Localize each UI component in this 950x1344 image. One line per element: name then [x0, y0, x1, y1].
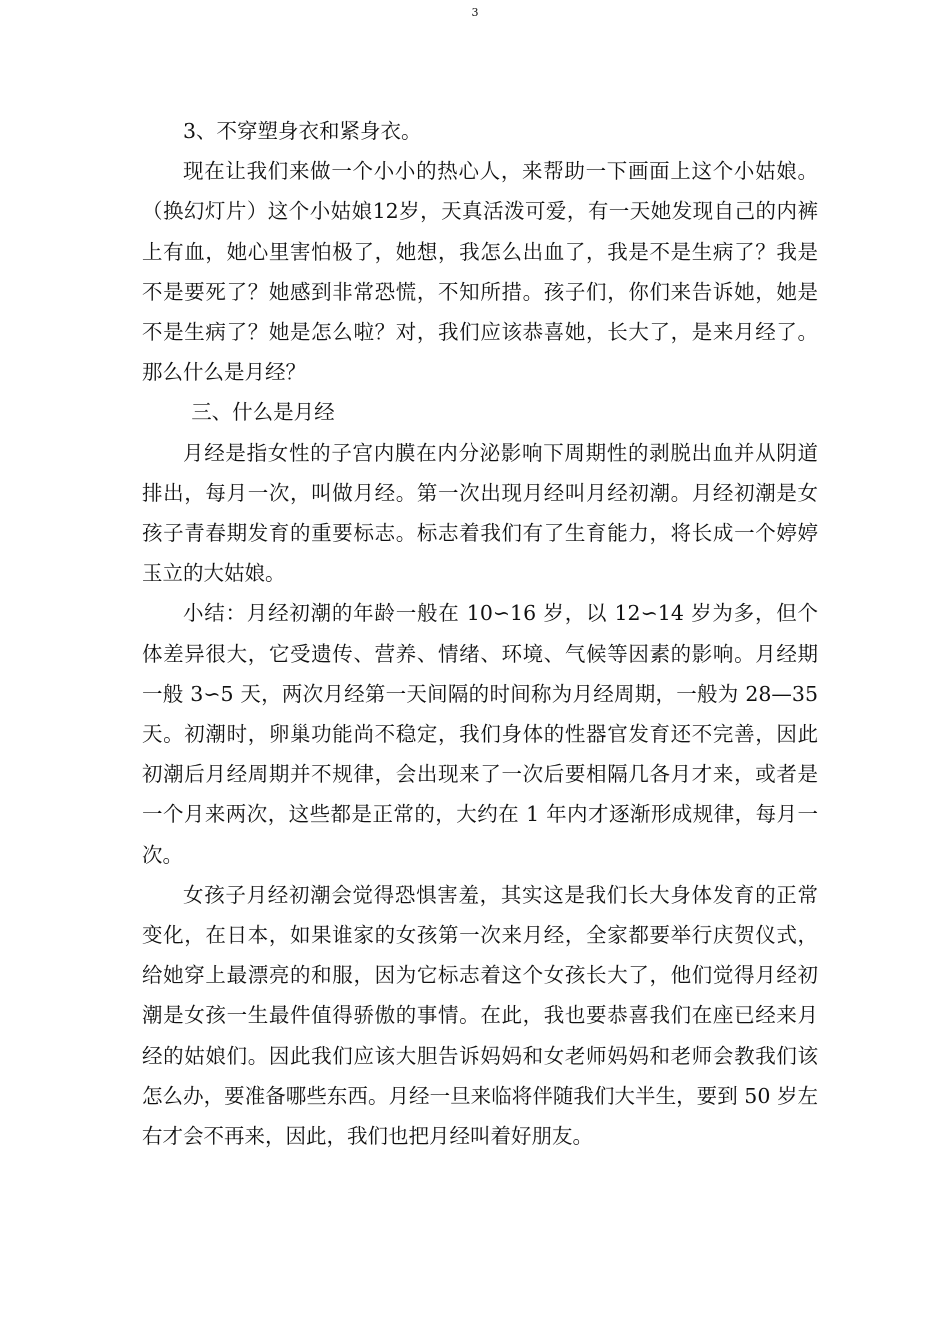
- paragraph-helping-girl: 现在让我们来做一个小小的热心人，来帮助一下画面上这个小姑娘。（换幻灯片）这个小姑娘12岁，天真活泼可爱，有一天她发现自己的内裤上有血，她心里害怕极了，她想，我怎么出血了，我是不是生病了？我是不是要死了？她感到非常恐慌，不知所措。孩子们，你们来告诉她，她是不是生病了？她是怎么啦？对，我们应该恭喜她，长大了，是来月经了。那么什么是月经？: [142, 159, 818, 385]
- document-body: [142, 111, 818, 1156]
- paragraph-item-3: 3、不穿塑身衣和紧身衣。: [183, 119, 422, 143]
- paragraph-summary: 小结：月经初潮的年龄一般在 10∽16 岁，以 12∽14 岁为多，但个体差异很大，它受遗传、营养、情绪、环境、气候等因素的影响。月经期一般 3∽5 天，两次月经第一天间隔的时间称为月经周期，一般为 28—35 天。初潮时，卵巢功能尚不稳定，我们身体的性器官发育还不完善，因此初潮后月经周期并不规律，会出现来了一次后要相隔几各月才来，或者是一个月来两次，这些都是正常的，大约在 1 年内才逐渐形成规律，每月一次。: [142, 601, 818, 867]
- page-number: 3: [471, 6, 479, 19]
- paragraph-definition: 月经是指女性的子宫内膜在内分泌影响下周期性的剥脱出血并从阴道排出，每月一次，叫做月经。第一次出现月经叫月经初潮。月经初潮是女孩子青春期发育的重要标志。标志着我们有了生育能力，将长成一个婷婷玉立的大姑娘。: [142, 440, 818, 586]
- section-heading-what-is-menstruation: 三、什么是月经: [191, 400, 335, 425]
- paragraph-normal-change: 女孩子月经初潮会觉得恐惧害羞，其实这是我们长大身体发育的正常变化，在日本，如果谁家的女孩第一次来月经，全家都要举行庆贺仪式，给她穿上最漂亮的和服，因为它标志着这个女孩长大了，他们觉得月经初潮是女孩一生最件值得骄傲的事情。在此，我也要恭喜我们在座已经来月经的姑娘们。因此我们应该大胆告诉妈妈和女老师妈妈和老师会教我们该怎么办，要准备哪些东西。月经一旦来临将伴随我们大半生，要到 50 岁左右才会不再来，因此，我们也把月经叫着好朋友。: [142, 882, 818, 1149]
